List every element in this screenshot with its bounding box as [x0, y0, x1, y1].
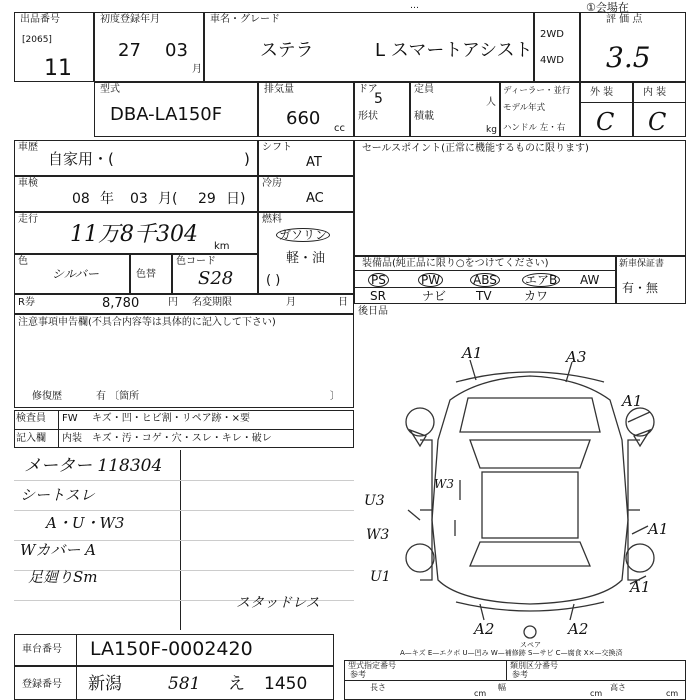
fuel-label: 燃料 — [262, 214, 282, 225]
sales-points-label: セールスポイント(正常に機能するものに限ります) — [362, 143, 589, 154]
after-items-label: 後日品 — [358, 306, 388, 317]
month-unit: 月 — [192, 64, 202, 75]
model-year-label: モデル年式 — [503, 103, 546, 113]
equip-ps: PS — [368, 273, 389, 287]
damage-mark: A1 — [462, 344, 483, 362]
damage-mark: W3 — [366, 527, 390, 543]
kg-unit: kg — [486, 125, 497, 135]
equip-tv: TV — [476, 289, 492, 303]
shift-value: AT — [306, 155, 322, 170]
chassis-value: LA150F-0002420 — [90, 638, 253, 660]
cm-unit: cm — [590, 689, 603, 698]
fuel-alt: 軽・油 — [286, 251, 326, 266]
ruled-line — [14, 480, 354, 481]
damage-mark: A1 — [630, 578, 651, 596]
repair-close: 〕 — [330, 391, 340, 402]
inspection-year: 08 — [72, 191, 90, 207]
color-value: シルバー — [52, 267, 99, 281]
person-unit: 人 — [486, 97, 496, 108]
fuel-paren: ( ) — [266, 273, 281, 288]
ref-label: 参考 — [350, 670, 366, 679]
divider — [354, 287, 616, 288]
damage-mark: A1 — [648, 520, 669, 538]
shape-label: 形状 — [358, 111, 378, 122]
color-code-label: 色コード — [176, 256, 216, 267]
damage-mark: W3 — [434, 477, 454, 491]
registration-kana: え — [228, 674, 245, 694]
ac-value: AC — [306, 191, 324, 206]
recycle-value: 8,780 — [102, 296, 140, 311]
type-designation-label: 型式指定番号 — [348, 661, 396, 670]
ref-label: 参考 — [512, 670, 528, 679]
score-label: 評 価 点 — [606, 14, 643, 25]
registration-number: 1450 — [264, 674, 308, 694]
divider — [76, 666, 77, 700]
load-label: 積載 — [414, 111, 434, 122]
damage-mark: U1 — [370, 569, 391, 585]
handle-label: ハンドル 左・右 — [503, 123, 566, 133]
doors-value: 5 — [374, 91, 383, 107]
inspection-day-unit: 日) — [226, 191, 246, 207]
venue-note: ①会場在 — [586, 1, 629, 14]
spare-label: スペア — [520, 641, 541, 649]
divider — [506, 660, 507, 680]
type-value: DBA-LA150F — [110, 104, 223, 125]
divider — [14, 429, 354, 430]
equip-sr: SR — [370, 289, 386, 303]
equip-airbag: エアB — [522, 273, 560, 287]
divider — [58, 410, 59, 448]
handwritten-note: Wカバー A — [20, 541, 97, 559]
drive-4wd: 4WD — [540, 55, 564, 66]
lot-sub: [2065] — [22, 35, 52, 45]
divider — [354, 270, 616, 271]
lot-label: 出品番号 — [20, 14, 60, 25]
type-label: 型式 — [100, 84, 120, 95]
interior-label: 内 装 — [643, 87, 667, 98]
color-label: 色 — [18, 256, 28, 267]
color-change-label: 色替 — [136, 269, 156, 280]
equipment-label: 装備品(純正品に限り○をつけてください) — [362, 258, 549, 269]
width-label: 幅 — [498, 683, 506, 692]
inspection-month-unit: 月( — [158, 191, 178, 207]
name-change-day: 日 — [338, 297, 348, 308]
shift-label: シフト — [262, 142, 292, 153]
score-value: 3.5 — [606, 41, 651, 74]
equip-abs: ABS — [470, 273, 500, 287]
repair-label: 修復歴 — [32, 391, 62, 402]
divider — [344, 680, 686, 681]
inspection-day: 29 — [198, 191, 216, 207]
handwritten-note: メーター 118304 — [24, 456, 163, 476]
damage-mark: U3 — [364, 493, 385, 509]
dealer-label: ディーラー・並行 — [503, 86, 571, 96]
damage-mark: A3 — [566, 348, 587, 366]
equip-pw: PW — [418, 273, 443, 287]
handwritten-note: 足廻りSm — [28, 568, 98, 586]
inspection-label: 車検 — [18, 178, 38, 189]
displacement-value: 660 — [286, 108, 321, 129]
inspector-row1: キズ・凹・ヒビ割・リペア跡・×要 — [92, 413, 250, 424]
interior-score: C — [648, 108, 667, 136]
model-label: 車名・グレード — [210, 14, 280, 25]
car-name: ステラ — [260, 40, 314, 61]
category-label: 類別区分番号 — [510, 661, 558, 670]
grade: L スマートアシスト — [375, 40, 533, 61]
mileage-value: 11万8千304 — [70, 222, 198, 247]
damage-mark: A2 — [474, 620, 495, 638]
damage-legend: A—キズ E—エクボ U—凹み W—補修跡 S—サビ C—腐食 X×—交換済 — [400, 649, 623, 657]
height-label: 高さ — [610, 683, 626, 692]
inspector-row2-head: 内装 — [62, 433, 82, 444]
color-code-value: S28 — [198, 268, 234, 289]
damage-mark: A1 — [622, 392, 643, 410]
exterior-score: C — [596, 108, 615, 136]
registration-class: 581 — [168, 674, 201, 694]
ruled-line — [14, 510, 354, 511]
equip-leather: カワ — [524, 289, 549, 303]
first-reg-label: 初度登録年月 — [100, 14, 160, 25]
name-change-label: 名変期限 — [192, 297, 232, 308]
header-cut-text: … — [410, 1, 419, 11]
history-close: ) — [244, 150, 250, 168]
warranty-label: 新車保証書 — [619, 259, 665, 269]
notes-box — [14, 314, 354, 408]
history-label: 車歴 — [18, 142, 38, 153]
doors-label: ドア — [358, 84, 378, 95]
recycle-box — [14, 294, 354, 314]
yen-unit: 円 — [168, 297, 178, 308]
inspector-label-2: 記入欄 — [16, 433, 46, 444]
ac-label: 冷房 — [262, 178, 282, 189]
inspector-row2: キズ・汚・コゲ・穴・スレ・キレ・破レ — [92, 433, 272, 444]
damage-mark: A2 — [568, 620, 589, 638]
warranty-value: 有・無 — [622, 281, 659, 295]
capacity-label: 定員 — [414, 84, 434, 95]
cm-unit: cm — [666, 689, 679, 698]
mileage-label: 走行 — [18, 214, 38, 225]
inspector-row1-head: FW — [62, 413, 78, 424]
divider — [76, 634, 77, 666]
inspection-year-unit: 年 — [100, 191, 114, 207]
handwritten-note: スタッドレス — [236, 595, 320, 611]
repair-value: 有 〔箇所 — [96, 391, 140, 402]
registration-label: 登録番号 — [22, 679, 62, 690]
cm-unit: cm — [474, 689, 487, 698]
first-reg-year: 27 — [118, 40, 141, 61]
first-reg-month: 03 — [165, 40, 188, 61]
inspector-label-1: 検査員 — [16, 413, 46, 424]
inspection-month: 03 — [130, 191, 148, 207]
chassis-label: 車台番号 — [22, 644, 62, 655]
notes-label: 注意事項申告欄(不具合内容等は具体的に記入して下さい) — [18, 317, 276, 328]
handwritten-note: A・U・W3 — [46, 514, 125, 532]
registration-region: 新潟 — [88, 674, 122, 694]
equip-navi: ナビ — [422, 289, 447, 303]
cc-unit: cc — [334, 123, 345, 134]
divider — [580, 102, 686, 103]
drive-box — [534, 12, 580, 82]
lot-number: 11 — [44, 56, 72, 81]
drive-2wd: 2WD — [540, 29, 564, 40]
recycle-label: R券 — [18, 297, 35, 308]
exterior-label: 外 装 — [590, 87, 614, 98]
name-change-month: 月 — [286, 297, 296, 308]
length-label: 長さ — [370, 683, 386, 692]
fuel-value: ガソリン — [276, 228, 330, 242]
sales-points-box — [354, 140, 686, 256]
equip-aw: AW — [580, 273, 600, 287]
km-unit: km — [214, 241, 230, 252]
handwritten-note: シートスレ — [20, 486, 95, 504]
history-value: 自家用・( — [48, 150, 114, 168]
displacement-label: 排気量 — [264, 84, 294, 95]
